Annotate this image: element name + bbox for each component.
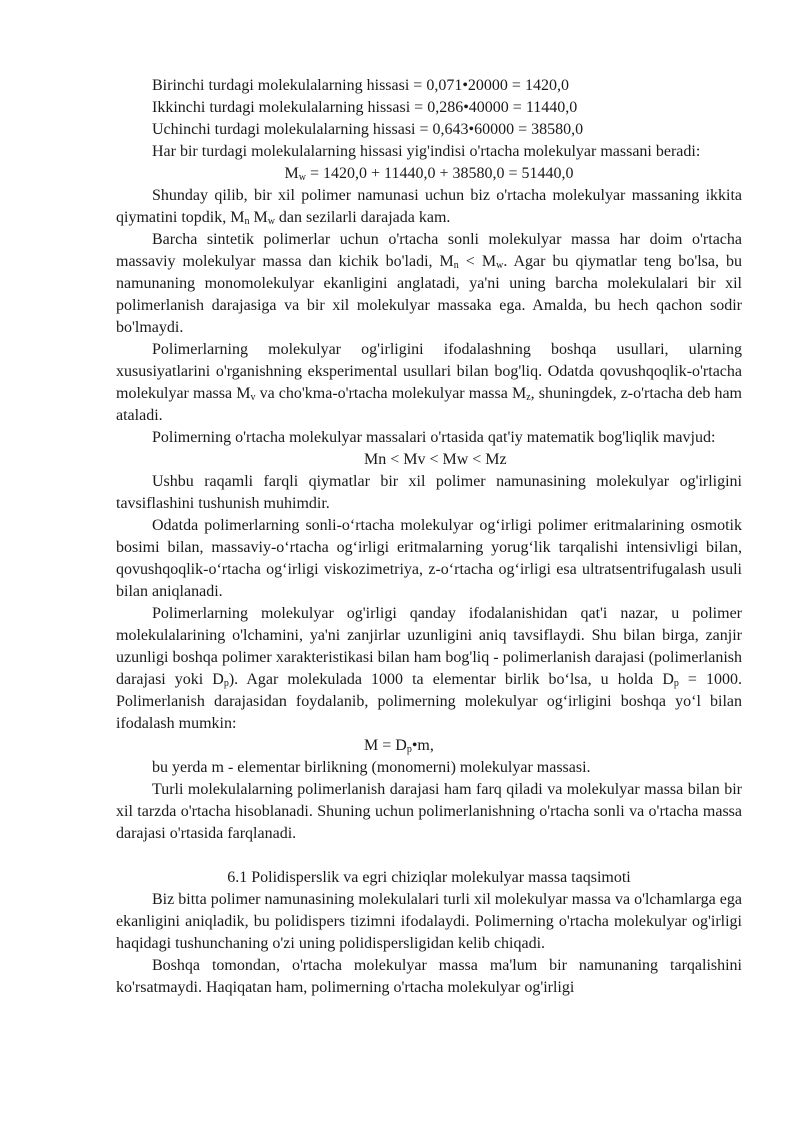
equation-mw-subscript: w [298,172,306,183]
text-segment: dan sezilarli darajada kam. [274,209,451,226]
document-page [116,75,742,999]
text-segment: Shunday qilib, bir xil polimer namunasi uchun biz o'rtacha molekulyar massaning ikkita qiymatini topdik, M [116,187,742,226]
paragraph-measurement-methods: Odatda polimerlarning sonli-o‘rtacha molekulyar og‘irligi polimer eritmalarining osmotik bosimi bilan, massaviy-o‘rtacha og‘irligi eritmalarning yorug‘lik tarqalishi intensivligi bilan, qovushqoqlik-o‘rtacha og‘irligi viskozimetriya, z-o‘rtacha og‘irligi esa ultratsentrifugalash usuli bilan aniqlanadi. [116,517,742,600]
text-segment: Polimerlarning molekulyar og'irligi qanday ifodalanishidan qat'i nazar, u polimer molekulalarining o'lchamini, ya'ni zanjirlar uzunligini aniq tavsiflaydi. Shu bilan birga, zanjir uzunligi boshqa polimer xarakteristikasi bilan ham bog'liq - polimerlanish darajasi (polimerlanish darajasi yoki D [116,605,742,688]
subscript: p [406,744,412,755]
paragraph-math-relation: Polimerning o'rtacha molekulyar massalari o'rtasida qat'iy matematik bog'liqlik mavjud: [152,429,716,446]
equation-mw-lhs: M [284,165,299,182]
paragraph-chain-length [116,603,742,735]
subscript: n [244,216,250,227]
paragraph-other-methods [116,339,742,427]
paragraph-where-m: bu yerda m - elementar birlikning (monomerni) molekulyar massasi. [152,759,591,776]
line-first-type-contribution: Birinchi turdagi molekulalarning hissasi = 0,071•20000 = 1420,0 [152,77,569,94]
equation-inequality: Mn < Mv < Mw < Mz [364,451,507,468]
paragraph-polydisperse: Biz bitta polimer namunasining molekulalari turli xil molekulyar massa va o'lchamlarga ega ekanligini aniqladik, bu polidispers tizimni ifodalaydi. Polimerning o'rtacha molekulyar og'irligi haqidagi tushunchaning o'zi uning polidispersligidan kelib chiqadi. [116,891,742,952]
equation-mw [116,163,742,185]
text-segment: . Agar bu qiymatlar teng bo'lsa, bu namunaning monomolekulyar ekanligini anglatadi, ya'ni uning barcha molekulalari bir xil polimerlanish darajasiga va bir xil molekulyar massaka ega. Amalda, bu hech qachon sodir bo'lmaydi. [116,253,743,336]
equation-m-dp [116,735,742,757]
text-segment: = 1000. Polimerlanish darajasidan foydalanib, polimerning molekulyar og‘irligini boshqa yo‘l bilan ifodalash mumkin: [116,671,742,732]
line-second-type-contribution: Ikkinchi turdagi molekulalarning hissasi = 0,286•40000 = 11440,0 [152,99,578,116]
subscript: p [223,678,229,689]
paragraph-mn-less-mw [116,229,742,339]
subscript: p [673,678,679,689]
equation-mw-rhs: = 1420,0 + 11440,0 + 38580,0 = 51440,0 [305,165,574,182]
subscript: n [453,260,459,271]
subscript: z [526,392,531,403]
subscript: w [267,216,275,227]
text-segment: M = D [364,737,407,754]
text-segment: Polimerlarning molekulyar og'irligini ifodalashning boshqa usullari, ularning xususiyatlarini o'rganishning eksperimental usullari bilan bog'liq. Odatda qovushqoqlik-o'rtacha molekulyar massa M [116,341,742,402]
paragraph-sum-contributions: Har bir turdagi molekulalarning hissasi yig'indisi o'rtacha molekulyar massani beradi: [152,143,701,160]
text-segment: M [249,209,268,226]
paragraph-polymerization-degree: Turli molekulalarning polimerlanish darajasi ham farq qiladi va molekulyar massa bilan bir xil tarzda o'rtacha hisoblanadi. Shuning uchun polimerlanishning o'rtacha sonli va o'rtacha massa darajasi o'rtasida farqlanadi. [116,781,742,842]
paragraph-distribution: Boshqa tomondan, o'rtacha molekulyar massa ma'lum bir namunaning tarqalishini ko'rsatmaydi. Haqiqatan ham, polimerning o'rtacha molekulyar og'irligi [116,957,742,996]
section-heading: 6.1 Polidisperslik va egri chiziqlar molekulyar massa taqsimoti [227,869,631,886]
text-segment: < M [458,253,497,270]
line-third-type-contribution: Uchinchi turdagi molekulalarning hissasi = 0,643•60000 = 38580,0 [152,121,584,138]
paragraph-two-values [116,185,742,229]
text-segment: Barcha sintetik polimerlar uchun o'rtacha sonli molekulyar massa har doim o'rtacha massaviy molekulyar massa dan kichik bo'ladi, M [116,231,742,270]
text-segment: , shuningdek, z-o'rtacha deb ham ataladi. [116,385,742,424]
text-segment: ). Agar molekulada 1000 ta elementar birlik bo‘lsa, u holda D [228,671,674,688]
text-segment: •m, [411,737,434,754]
paragraph-importance: Ushbu raqamli farqli qiymatlar bir xil polimer namunasining molekulyar og'irligini tavsiflashini tushunish muhimdir. [116,473,742,512]
text-segment: va cho'kma-o'rtacha molekulyar massa M [255,385,527,402]
subscript: v [250,392,256,403]
subscript: w [496,260,504,271]
